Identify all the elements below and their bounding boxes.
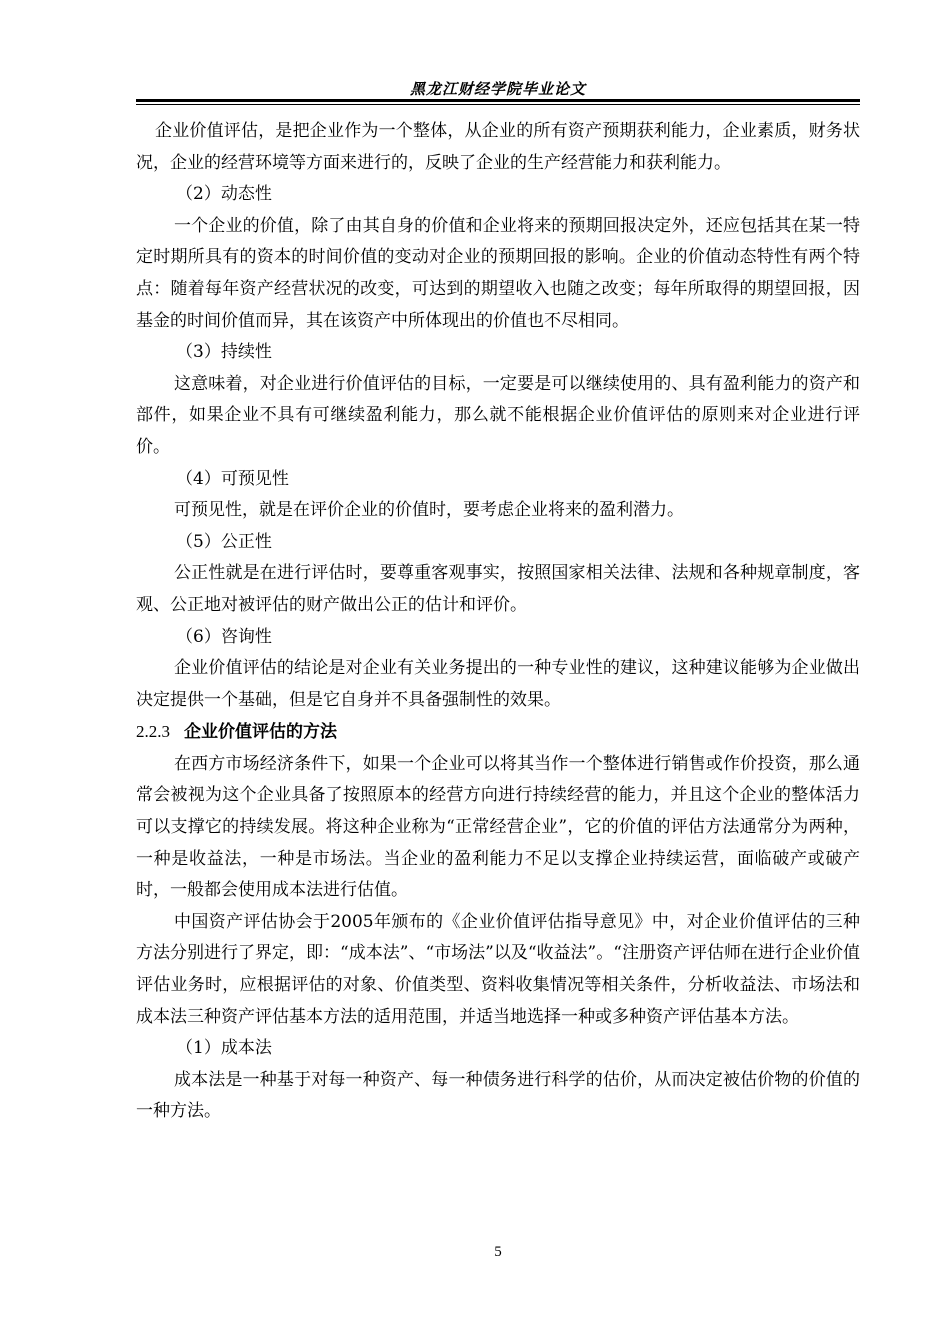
paragraph: 企业价值评估的结论是对企业有关业务提出的一种专业性的建议，这种建议能够为企业做出决定提供一个基础，但是它自身并不具备强制性的效果。 [136, 658, 860, 710]
paragraph: 企业价值评估，是把企业作为一个整体，从企业的所有资产预期获利能力，企业素质，财务状况，企业的经营环境等方面来进行的，反映了企业的生产经营能力和获利能力。 [136, 121, 860, 173]
section-title: 企业价值评估的方法 [184, 722, 337, 743]
paragraph: 成本法是一种基于对每一种资产、每一种债务进行科学的估价，从而决定被估价物的价值的一种方法。 [136, 1069, 860, 1122]
paragraph: 一个企业的价值，除了由其自身的价值和企业将来的预期回报决定外，还应包括其在某一特定时期所具有的资本的时间价值的变动对企业的预期回报的影响。企业的价值动态特性有两个特点：随着每年资产经营状况的改变，可达到的期望收入也随之改变；每年所取得的期望回报，因基金的时间价值而异，其在该资产中所体现出的价值也不尽相同。 [136, 215, 860, 331]
section-number: 2.2.3 [136, 722, 170, 742]
header-rule-thick [136, 99, 860, 102]
paragraph: 公正性就是在进行评估时，要尊重客观事实，按照国家相关法律、法规和各种规章制度，客观、公正地对被评估的财产做出公正的估计和评价。 [136, 563, 860, 615]
subheading: （5）公正性 [176, 531, 272, 552]
document-body [136, 116, 860, 1128]
section-heading [136, 716, 860, 749]
page-header: 黑龙江财经学院毕业论文 [409, 80, 586, 98]
paragraph: 中国资产评估协会于2005年颁布的《企业价值评估指导意见》中，对企业价值评估的三种方法分别进行了界定，即：“成本法”、“市场法”以及“收益法”。“注册资产评估师在进行企业价值评估业务时，应根据评估的对象、价值类型、资料收集情况等相关条件，分析收益法、市场法和成本法三种资产评估基本方法的适用范围，并适当地选择一种或多种资产评估基本方法。 [136, 911, 860, 1027]
paragraph: 这意味着，对企业进行价值评估的目标，一定要是可以继续使用的、具有盈利能力的资产和部件，如果企业不具有可继续盈利能力，那么就不能根据企业价值评估的原则来对企业进行评价。 [136, 373, 860, 457]
subheading: （3）持续性 [176, 342, 272, 363]
subheading: （6）咨询性 [176, 626, 272, 647]
header-rule-thin [136, 104, 860, 105]
subheading: （1）成本法 [176, 1038, 272, 1059]
paragraph: 可预见性，就是在评价企业的价值时，要考虑企业将来的盈利潜力。 [174, 500, 684, 521]
subheading: （4）可预见性 [176, 468, 289, 489]
subheading: （2）动态性 [176, 184, 272, 205]
page-number: 5 [494, 1244, 502, 1260]
paragraph: 在西方市场经济条件下，如果一个企业可以将其当作一个整体进行销售或作价投资，那么通常会被视为这个企业具备了按照原本的经营方向进行持续经营的能力，并且这个企业的整体活力可以支撑它的持续发展。将这种企业称为“正常经营企业”，它的价值的评估方法通常分为两种，一种是收益法，一种是市场法。当企业的盈利能力不足以支撑企业持续运营，面临破产或破产时，一般都会使用成本法进行估值。 [136, 753, 860, 901]
